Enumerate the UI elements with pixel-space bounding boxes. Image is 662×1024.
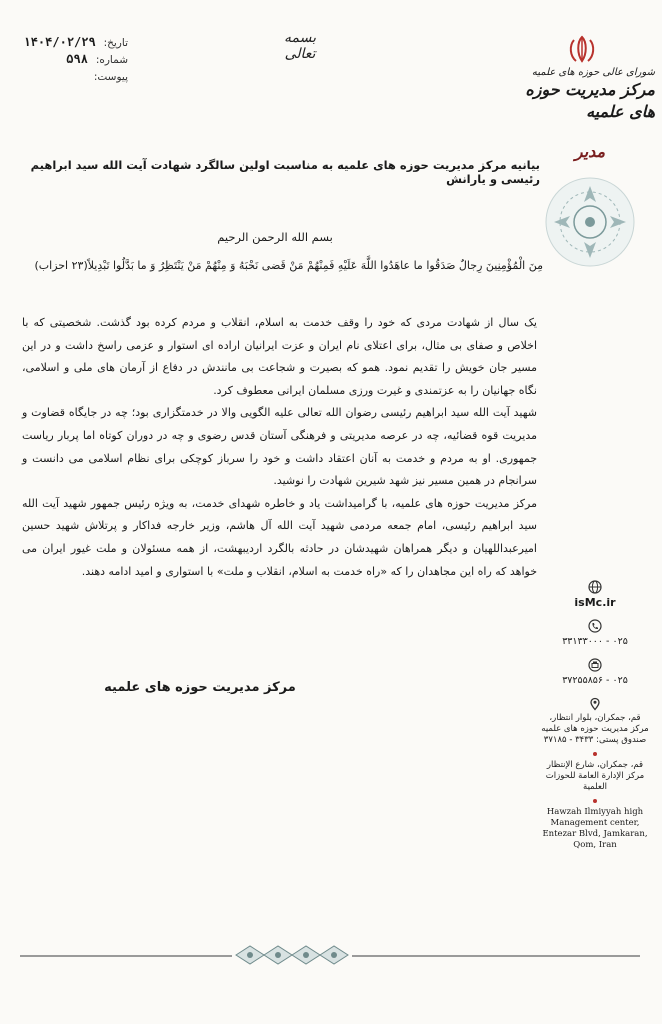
globe-icon: [588, 580, 602, 594]
number-label: شماره:: [95, 54, 128, 66]
ornament-medallion-icon: [540, 172, 640, 272]
address-persian: قم، جمکران، بلوار انتظار، مرکز مدیریت حوزه های علمیه صندوق پستی: ۳۴۳۳ - ۳۷۱۸۵: [541, 713, 649, 745]
date-value: ۱۴۰۴/۰۲/۲۹: [23, 35, 96, 49]
attachment-row: [8, 68, 128, 85]
phone-icon: [588, 619, 602, 633]
website-text: isMc.ir: [574, 596, 616, 609]
top-calligraphy: بسمه تعالی: [284, 30, 316, 62]
attachment-label: پیوست:: [93, 71, 128, 83]
contact-website: [540, 580, 650, 609]
footer-ornament-icon: [232, 940, 352, 970]
org-center: مرکز مدیریت حوزه های علمیه: [525, 80, 655, 121]
date-row: [8, 34, 128, 51]
contact-phone: [540, 619, 650, 648]
address-english: Hawzah Ilmiyyah high Management center, Entezar Blvd, Jamkaran, Qom, Iran: [542, 807, 648, 850]
date-label: تاریخ:: [103, 37, 128, 49]
paragraph-3: مرکز مدیریت حوزه های علمیه، با گرامیداشت یاد و خاطره شهدای خدمت، به ویژه رئیس جمهور شهید آیت الله سید ابراهیم رئیسی، امام جمعه مردمی شهید آیت الله آل هاشم، وزیر خارجه فداکار و پرتلاش شهید حسین امیرعبداللهیان و دیگر همراهان شهیدشان در حادثه بالگرد اردیبهشت، از همه مسئولان و ملت غیور ایران می خواهد که راه این مجاهدان را که «راه خدمت به اسلام، انقلاب و ملت» با استواری و امید ادامه دهند.: [22, 496, 537, 578]
paragraph-2: شهید آیت الله سید ابراهیم رئیسی رضوان الله تعالی علیه الگویی والا در خدمتگزاری بود؛ چه در جایگاه قضاوت و مدیریت قوه قضائیه، چه در عرصه مدیریتی و فرهنگی آستان قدس رضوی و چه در دوران کوتاه اما پربار ریاست جمهوری. او به مردم و خدمت به آنان اعتقاد داشت و خود را سرباز کوچکی برای نظام اسلامی می دانست و سرانجام در همین مسیر نیز شهد شیرین شهادت را نوشید.: [22, 406, 537, 488]
iran-emblem-icon: [565, 34, 599, 64]
number-row: [8, 51, 128, 68]
org-council: شورای عالی حوزه های علمیه: [531, 67, 655, 78]
signature: مرکز مدیریت حوزه های علمیه: [104, 680, 296, 695]
separator-dot: [593, 799, 597, 803]
separator-dot: [593, 752, 597, 756]
letter-meta: [8, 34, 128, 85]
location-pin-icon: [588, 697, 602, 711]
fax-number: ۰۲۵ - ۳۷۲۵۵۸۵۶: [562, 675, 628, 686]
contact-address: [540, 697, 650, 851]
number-value: ۵۹۸: [66, 52, 88, 66]
contact-column: [540, 580, 650, 861]
basmala: بسم الله الرحمن الرحیم: [217, 230, 333, 244]
contact-fax: [540, 658, 650, 687]
address-arabic: قم، جمکران، شارع الإنتظار مرکز الإدارة العامة للحوزات العلمية: [545, 760, 645, 792]
statement-body: [22, 312, 537, 583]
manager-label: مدیر: [574, 142, 606, 161]
fax-icon: [588, 658, 602, 672]
organization-name: [515, 66, 655, 123]
paragraph-1: یک سال از شهادت مردی که خود را وقف خدمت به اسلام، انقلاب و مردم کرده بود گذشت. شخصیتی که با اخلاص و صفای بی مثال، برای اعتلای نام ایران و عزت ایرانیان اراده ای استوار و عزمی راسخ داشت و در این مسیر جان خویش را تقدیم نمود. همو که بصیرت و شجاعت بی مانندش در دفاع از آرمان های ملی و اسلامی، نگاه جهانیان را به عزتمندی و غیرت ورزی مسلمان ایرانی معطوف کرد.: [22, 316, 537, 397]
phone-number: ۰۲۵ - ۳۳۱۳۳۰۰۰: [562, 636, 628, 647]
quran-verse: مِنَ الْمُؤْمِنِينَ رِجالٌ صَدَقُوا ما عاهَدُوا اللَّهَ عَلَيْهِ فَمِنْهُمْ مَنْ قَضى نَحْبَهُ وَ مِنْهُمْ مَنْ يَنْتَظِرُ وَ ما بَدَّلُوا تَبْدِيلاً(۲۳ احزاب): [34, 259, 543, 272]
statement-title: بیانیه مرکز مدیریت حوزه های علمیه به مناسبت اولین سالگرد شهادت آیت الله سید ابراهیم رئیسی و یارانش: [30, 158, 540, 186]
